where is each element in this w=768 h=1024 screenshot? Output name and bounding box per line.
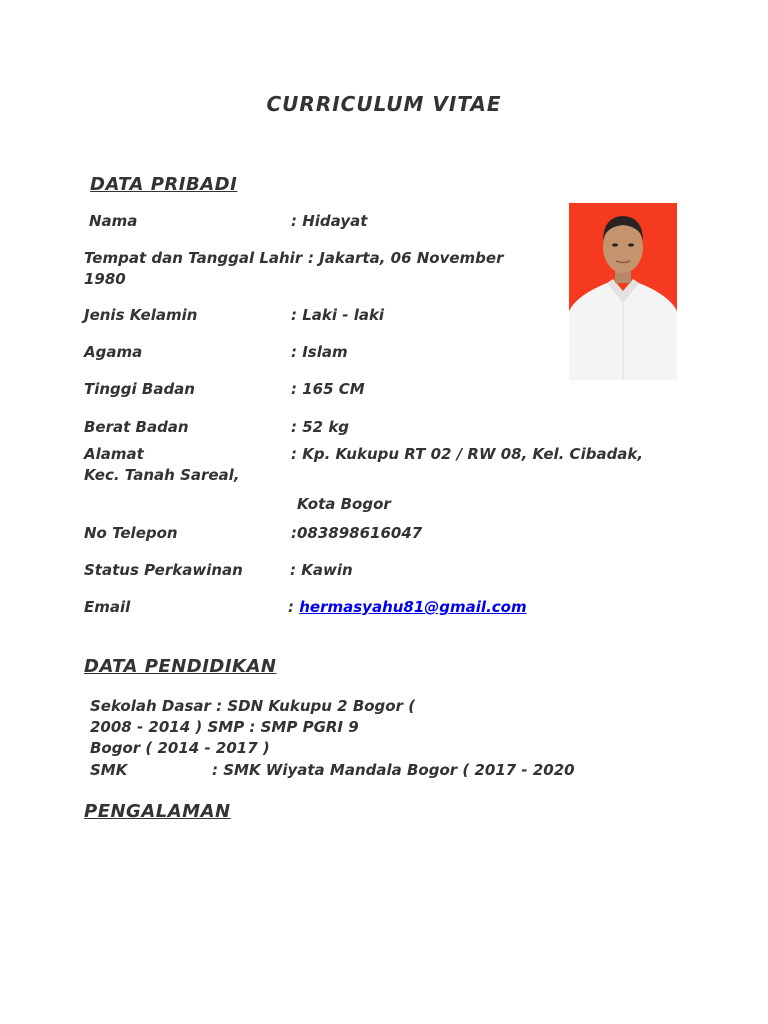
status-perkawinan-value: : Kawin — [290, 561, 353, 579]
section-heading-data-pendidikan: DATA PENDIDIKAN — [84, 656, 277, 677]
photo-eye-left — [612, 243, 618, 246]
no-telepon-value: :083898616047 — [291, 524, 423, 542]
agama-value: : Islam — [291, 343, 348, 361]
email-link[interactable]: hermasyahu81@gmail.com — [299, 598, 527, 616]
email-label: Email — [84, 598, 131, 616]
photo-eye-right — [628, 243, 634, 246]
agama-label: Agama — [84, 343, 143, 361]
alamat-label: Alamat — [84, 445, 144, 463]
jenis-kelamin-value: : Laki - laki — [291, 306, 385, 324]
berat-badan-value: : 52 kg — [291, 418, 350, 436]
alamat-city: Kota Bogor — [297, 495, 391, 513]
tinggi-badan-value: : 165 CM — [291, 380, 365, 398]
tinggi-badan-label: Tinggi Badan — [84, 380, 195, 398]
profile-photo-image — [569, 203, 677, 380]
education-line-1: Sekolah Dasar : SDN Kukupu 2 Bogor ( — [90, 697, 416, 715]
profile-photo — [569, 203, 677, 380]
nama-label: Nama — [89, 212, 138, 230]
jenis-kelamin-label: Jenis Kelamin — [84, 306, 198, 324]
section-heading-pengalaman: PENGALAMAN — [84, 801, 231, 822]
nama-value: : Hidayat — [291, 212, 368, 230]
berat-badan-label: Berat Badan — [84, 418, 189, 436]
alamat-value-continued: Kec. Tanah Sareal, — [84, 466, 240, 484]
alamat-value: : Kp. Kukupu RT 02 / RW 08, Kel. Cibadak, — [291, 445, 644, 463]
status-perkawinan-label: Status Perkawinan — [84, 561, 243, 579]
section-heading-data-pribadi: DATA PRIBADI — [90, 174, 238, 195]
education-line-2: 2008 - 2014 ) SMP : SMP PGRI 9 — [90, 718, 359, 736]
email-value-row — [288, 597, 527, 618]
education-smk-value: : SMK Wiyata Mandala Bogor ( 2017 - 2020 — [212, 761, 575, 779]
ttl-value-continued: 1980 — [84, 270, 126, 288]
no-telepon-label: No Telepon — [84, 524, 178, 542]
document-title: CURRICULUM VITAE — [266, 92, 502, 116]
education-line-3: Bogor ( 2014 - 2017 ) — [90, 739, 270, 757]
ttl-label: Tempat dan Tanggal Lahir — [84, 249, 303, 267]
email-colon: : — [288, 598, 294, 616]
ttl-value: : Jakarta, 06 November — [308, 249, 504, 267]
education-smk-label: SMK — [90, 761, 128, 779]
